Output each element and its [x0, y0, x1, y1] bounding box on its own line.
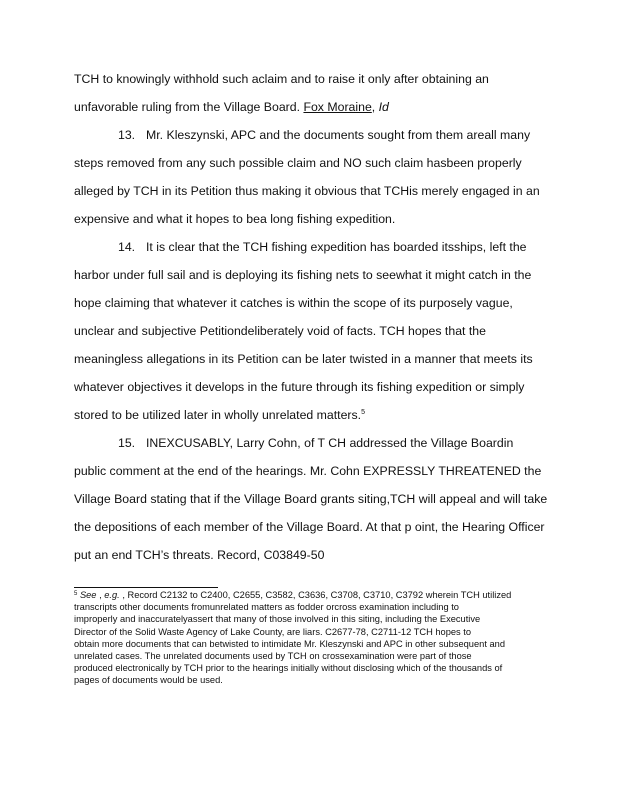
body-line: expensive and what it hopes to bea long fishing expedition. — [74, 212, 396, 226]
body-line: alleged by TCH in its Petition thus making it obvious that TCHis merely engaged in an — [74, 184, 540, 198]
document-body — [74, 65, 548, 569]
body-line: whatever objectives it develops in the future through its fishing expedition or simply — [74, 380, 525, 394]
footnote-line: produced electronically by TCH prior to the hearings initially without disclosing which of the thousands of — [74, 663, 503, 674]
paragraph-number: 13. — [118, 128, 136, 142]
body-line: meaningless allegations in its Petition can be later twisted in a manner that meets its — [74, 352, 533, 366]
paragraph-13-first-line: 13. Mr. Kleszynski, APC and the documents sought from them areall many — [74, 121, 548, 149]
footnote-reference[interactable]: 5 — [361, 409, 365, 416]
footnote-marker: 5 — [74, 591, 78, 597]
body-line: public comment at the end of the hearings. Mr. Cohn EXPRESSLY THREATENED the — [74, 464, 542, 478]
footnote-line: obtain more documents that can betwisted to intimidate Mr. Kleszynski and APC in other subsequent and — [74, 638, 505, 649]
body-line: hope claiming that whatever it catches is within the scope of its purposely vague, — [74, 296, 513, 310]
body-line: TCH to knowingly withhold such aclaim and to raise it only after obtaining an — [74, 72, 489, 86]
paragraph-number: 15. — [118, 436, 136, 450]
footnote-line: transcripts other documents fromunrelated matters as fodder orcross examination including to — [74, 602, 459, 613]
body-line: stored to be utilized later in wholly unrelated matters.$^5$ — [74, 408, 365, 422]
body-line: steps removed from any such possible claim and NO such claim hasbeen properly — [74, 156, 522, 170]
case-citation: Fox Moraine — [303, 100, 372, 114]
body-line: unfavorable ruling from the Village Board. Fox Moraine, Id — [74, 100, 389, 114]
footnote-line: unrelated cases. The unrelated documents used by TCH on crossexamination were part of those — [74, 650, 472, 661]
body-line: unclear and subjective Petitiondeliberately void of facts. TCH hopes that the — [74, 324, 486, 338]
body-line: put an end TCH’s threats. Record, C03849-50 — [74, 548, 325, 562]
footnote — [74, 589, 544, 687]
paragraph-15-first-line: 15. INEXCUSABLY, Larry Cohn, of T CH addressed the Village Boardin — [74, 429, 548, 457]
body-line: harbor under full sail and is deploying its fishing nets to seewhat it might catch in the — [74, 268, 532, 282]
paragraph-number: 14. — [118, 240, 136, 254]
body-line: the depositions of each member of the Village Board. At that p oint, the Hearing Officer — [74, 520, 545, 534]
paragraph-14-first-line: 14. It is clear that the TCH fishing expedition has boarded itsships, left the — [74, 233, 548, 261]
footnote-line: pages of documents would be used. — [74, 675, 223, 686]
body-line: Village Board stating that if the Village Board grants siting,TCH will appeal and will take — [74, 492, 548, 506]
footnote-line: $^5$ See , e.g. , Record C2132 to C2400, C2655, C3582, C3636, C3708, C3710, C3792 wherein TCH utilized — [74, 590, 512, 600]
id-citation: Id — [378, 100, 389, 114]
footnote-line: Director of the Solid Waste Agency of Lake County, are liars. C2677-78, C2711-12 TCH hopes to — [74, 626, 472, 637]
footnote-separator — [74, 587, 218, 588]
footnote-line: improperly and inaccuratelyassert that many of those involved in this siting, including the Executive — [74, 614, 481, 625]
